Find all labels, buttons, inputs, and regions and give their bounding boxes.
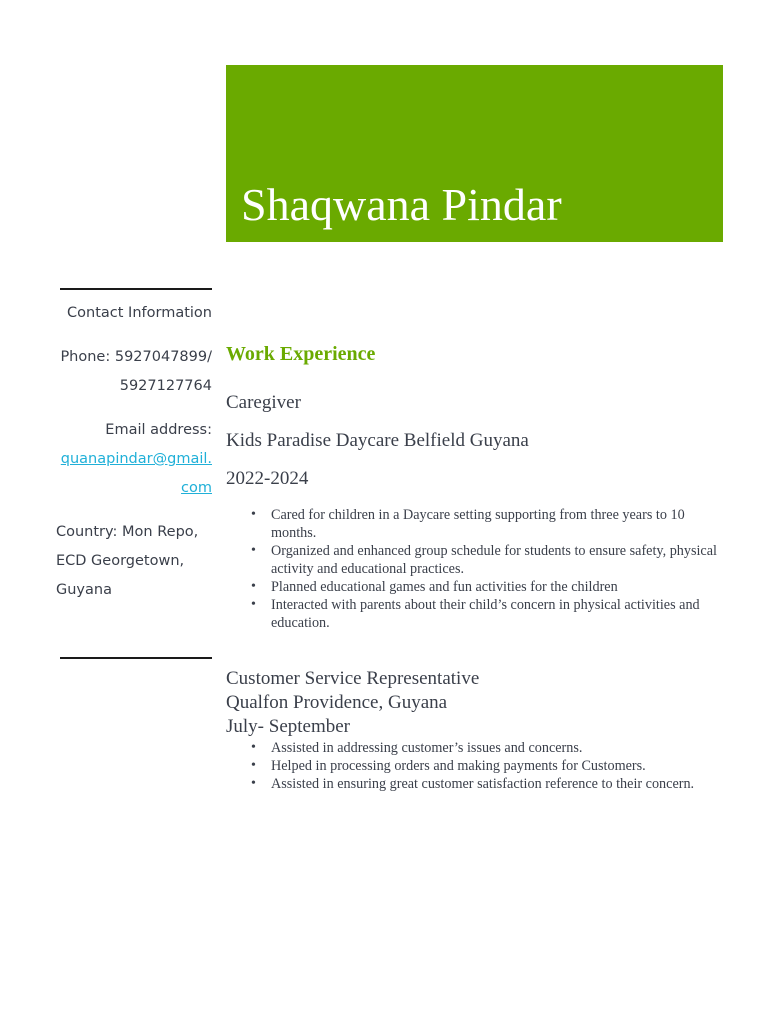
bullet-item: • Organized and enhanced group schedule for students to ensure safety, physical activity and educational practices. — [271, 542, 726, 578]
job-dates: July- September — [226, 716, 351, 737]
sidebar-divider-top — [60, 288, 212, 290]
contact-heading-block — [56, 299, 212, 328]
sidebar-divider-bottom — [60, 657, 212, 659]
candidate-name: Shaqwana Pindar — [241, 179, 562, 230]
bullet-item: • Planned educational games and fun activities for the children — [271, 578, 726, 596]
country-line2: ECD Georgetown, — [56, 553, 185, 569]
country-block — [56, 518, 212, 605]
email-link-line2[interactable]: com — [181, 480, 212, 496]
job-title: Caregiver — [226, 392, 301, 413]
job-entry-customer-service — [226, 667, 726, 793]
work-experience-section — [226, 338, 726, 792]
email-block — [56, 416, 212, 503]
bullet-item: • Cared for children in a Daycare setting supporting from three years to 10 months. — [271, 506, 726, 542]
job-title: Customer Service Representative — [226, 668, 480, 689]
section-title-work-experience: Work Experience — [226, 343, 376, 365]
bullet-item: • Assisted in addressing customer’s issues and concerns. — [271, 739, 726, 757]
phone-label: Phone: 5927047899/ — [60, 349, 212, 365]
contact-heading: Contact Information — [67, 305, 212, 321]
job-bullets — [226, 739, 726, 793]
email-link-line1[interactable]: quanapindar@gmail. — [60, 451, 212, 467]
bullet-item: • Helped in processing orders and making payments for Customers. — [271, 757, 726, 775]
email-link[interactable] — [56, 445, 212, 503]
contact-sidebar — [56, 299, 212, 605]
job-company: Qualfon Providence, Guyana — [226, 692, 448, 713]
country-line3: Guyana — [56, 582, 112, 598]
country-line1: Country: Mon Repo, — [56, 524, 199, 540]
bullet-item: • Assisted in ensuring great customer satisfaction reference to their concern. — [271, 775, 726, 793]
bullet-item: • Interacted with parents about their child’s concern in physical activities and education. — [271, 596, 726, 632]
header-banner — [226, 65, 723, 242]
phone-block — [56, 343, 212, 401]
job-entry-caregiver — [226, 384, 726, 632]
job-company: Kids Paradise Daycare Belfield Guyana — [226, 430, 529, 451]
job-dates: 2022-2024 — [226, 468, 309, 489]
email-label: Email address: — [105, 422, 212, 438]
phone-secondary: 5927127764 — [119, 378, 212, 394]
job-bullets — [226, 506, 726, 632]
